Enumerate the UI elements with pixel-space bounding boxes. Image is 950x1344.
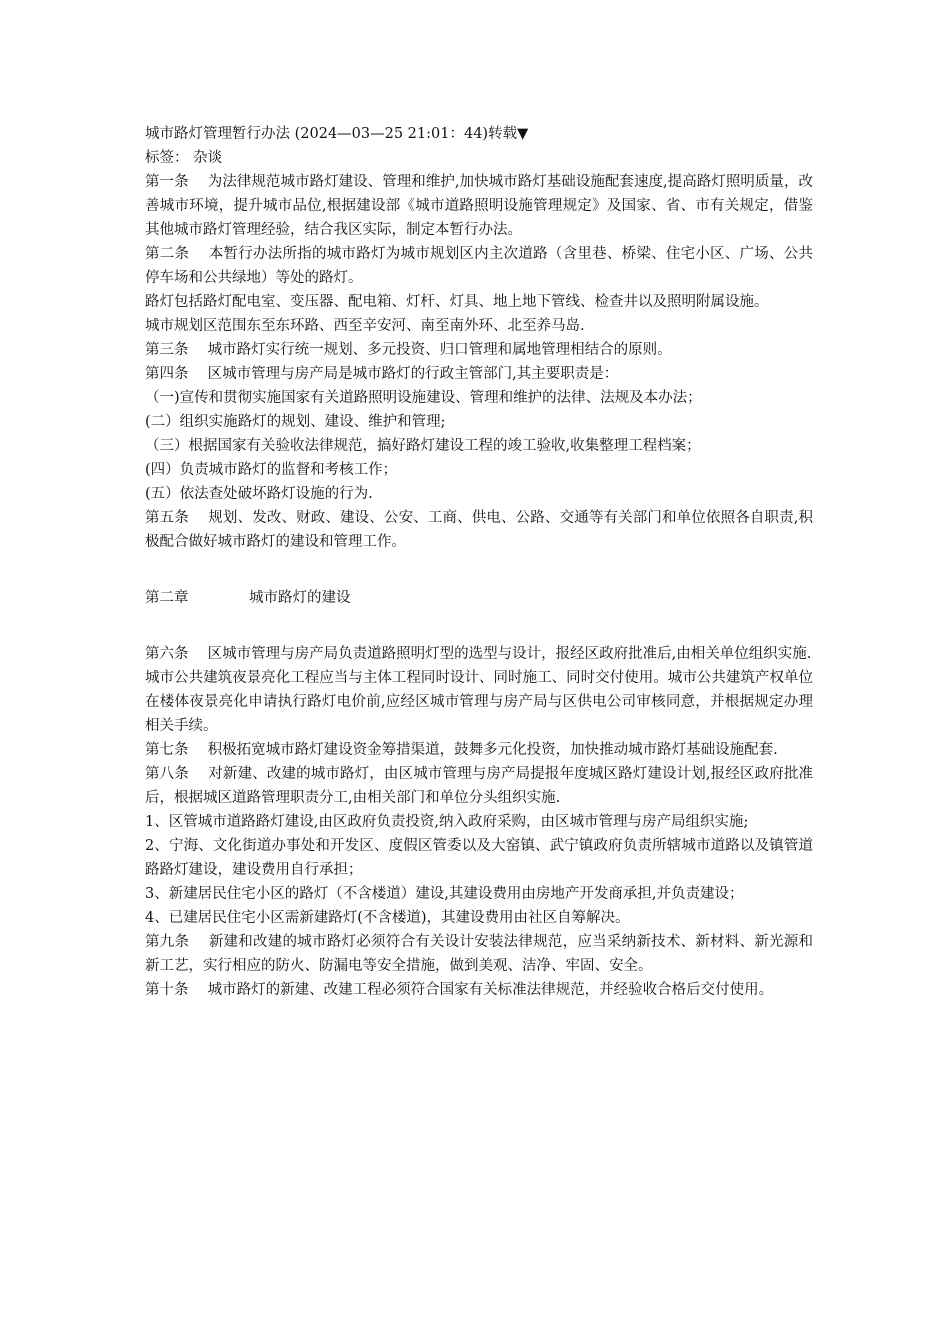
chapter-number: 第二章 (145, 590, 189, 606)
spacer (145, 554, 813, 582)
paragraph-night-lighting: 城市公共建筑夜景亮化工程应当与主体工程同时设计、同时施工、同时交付使用。城市公共建筑产权单位在楼体夜景亮化申请执行路灯电价前,应经区城市管理与房产局与区供电公司审核同意，并根据规定办理相关手续。 (145, 670, 813, 734)
document-body (145, 122, 813, 1002)
paragraph-streetlight-scope: 路灯包括路灯配电室、变压器、配电箱、灯杆、灯具、地上地下管线、检查井以及照明附属设施。 (145, 294, 769, 310)
chapter-title: 城市路灯的建设 (249, 590, 351, 606)
article-5: 第五条 规划、发改、财政、建设、公安、工商、供电、公路、交通等有关部门和单位依照各自职责,积极配合做好城市路灯的建设和管理工作。 (145, 510, 813, 550)
duty-item-5: (五）依法查处破坏路灯设施的行为. (145, 486, 373, 502)
article-9: 第九条 新建和改建的城市路灯必须符合有关设计安装法律规范，应当采纳新技术、新材料、新光源和新工艺，实行相应的防火、防漏电等安全措施，做到美观、洁净、牢固、安全。 (145, 934, 813, 974)
construction-item-1: 1、区管城市道路路灯建设,由区政府负责投资,纳入政府采购，由区城市管理与房产局组织实施; (145, 814, 749, 830)
duty-item-1: （一)宣传和贯彻实施国家有关道路照明设施建设、管理和维护的法律、法规及本办法； (145, 390, 702, 406)
article-1: 第一条 为法律规范城市路灯建设、管理和维护,加快城市路灯基础设施配套速度,提高路灯照明质量，改善城市环境，提升城市品位,根据建设部《城市道路照明设施管理规定》及国家、省、市有关规定，借鉴其他城市路灯管理经验，结合我区实际，制定本暂行办法。 (145, 174, 813, 238)
construction-item-4: 4、已建居民住宅小区需新建路灯(不含楼道)，其建设费用由社区自筹解决。 (145, 910, 630, 926)
article-2: 第二条 本暂行办法所指的城市路灯为城市规划区内主次道路（含里巷、桥梁、住宅小区、广场、公共停车场和公共绿地）等处的路灯。 (145, 246, 813, 286)
duty-item-2: (二）组织实施路灯的规划、建设、维护和管理; (145, 414, 446, 430)
article-3: 第三条 城市路灯实行统一规划、多元投资、归口管理和属地管理相结合的原则。 (145, 342, 672, 358)
chapter-heading (145, 586, 813, 610)
article-10: 第十条 城市路灯的新建、改建工程必须符合国家有关标准法律规范，并经验收合格后交付使用。 (145, 982, 774, 998)
article-4: 第四条 区城市管理与房产局是城市路灯的行政主管部门,其主要职责是： (145, 366, 619, 382)
construction-item-2: 2、宁海、文化街道办事处和开发区、度假区管委以及大窑镇、武宁镇政府负责所辖城市道路以及镇管道路路灯建设，建设费用自行承担； (145, 838, 813, 878)
document-tags: 标签： 杂谈 (145, 150, 223, 166)
article-7: 第七条 积极拓宽城市路灯建设资金筹措渠道，鼓舞多元化投资，加快推动城市路灯基础设施配套. (145, 742, 778, 758)
duty-item-3: （三）根据国家有关验收法律规范，搞好路灯建设工程的竣工验收,收集整理工程档案； (145, 438, 701, 454)
construction-item-3: 3、新建居民住宅小区的路灯（不含楼道）建设,其建设费用由房地产开发商承担,并负责建设； (145, 886, 744, 902)
article-6: 第六条 区城市管理与房产局负责道路照明灯型的选型与设计，报经区政府批准后,由相关单位组织实施. (145, 646, 812, 662)
document-title: 城市路灯管理暂行办法 (2024—03—25 21:01：44)转载▼ (145, 126, 529, 142)
duty-item-4: (四）负责城市路灯的监督和考核工作； (145, 462, 398, 478)
article-8: 第八条 对新建、改建的城市路灯，由区城市管理与房产局提报年度城区路灯建设计划,报经区政府批准后，根据城区道路管理职责分工,由相关部门和单位分头组织实施. (145, 766, 813, 806)
spacer (145, 614, 813, 642)
paragraph-planning-area: 城市规划区范围东至东环路、西至辛安河、南至南外环、北至养马岛. (145, 318, 585, 334)
